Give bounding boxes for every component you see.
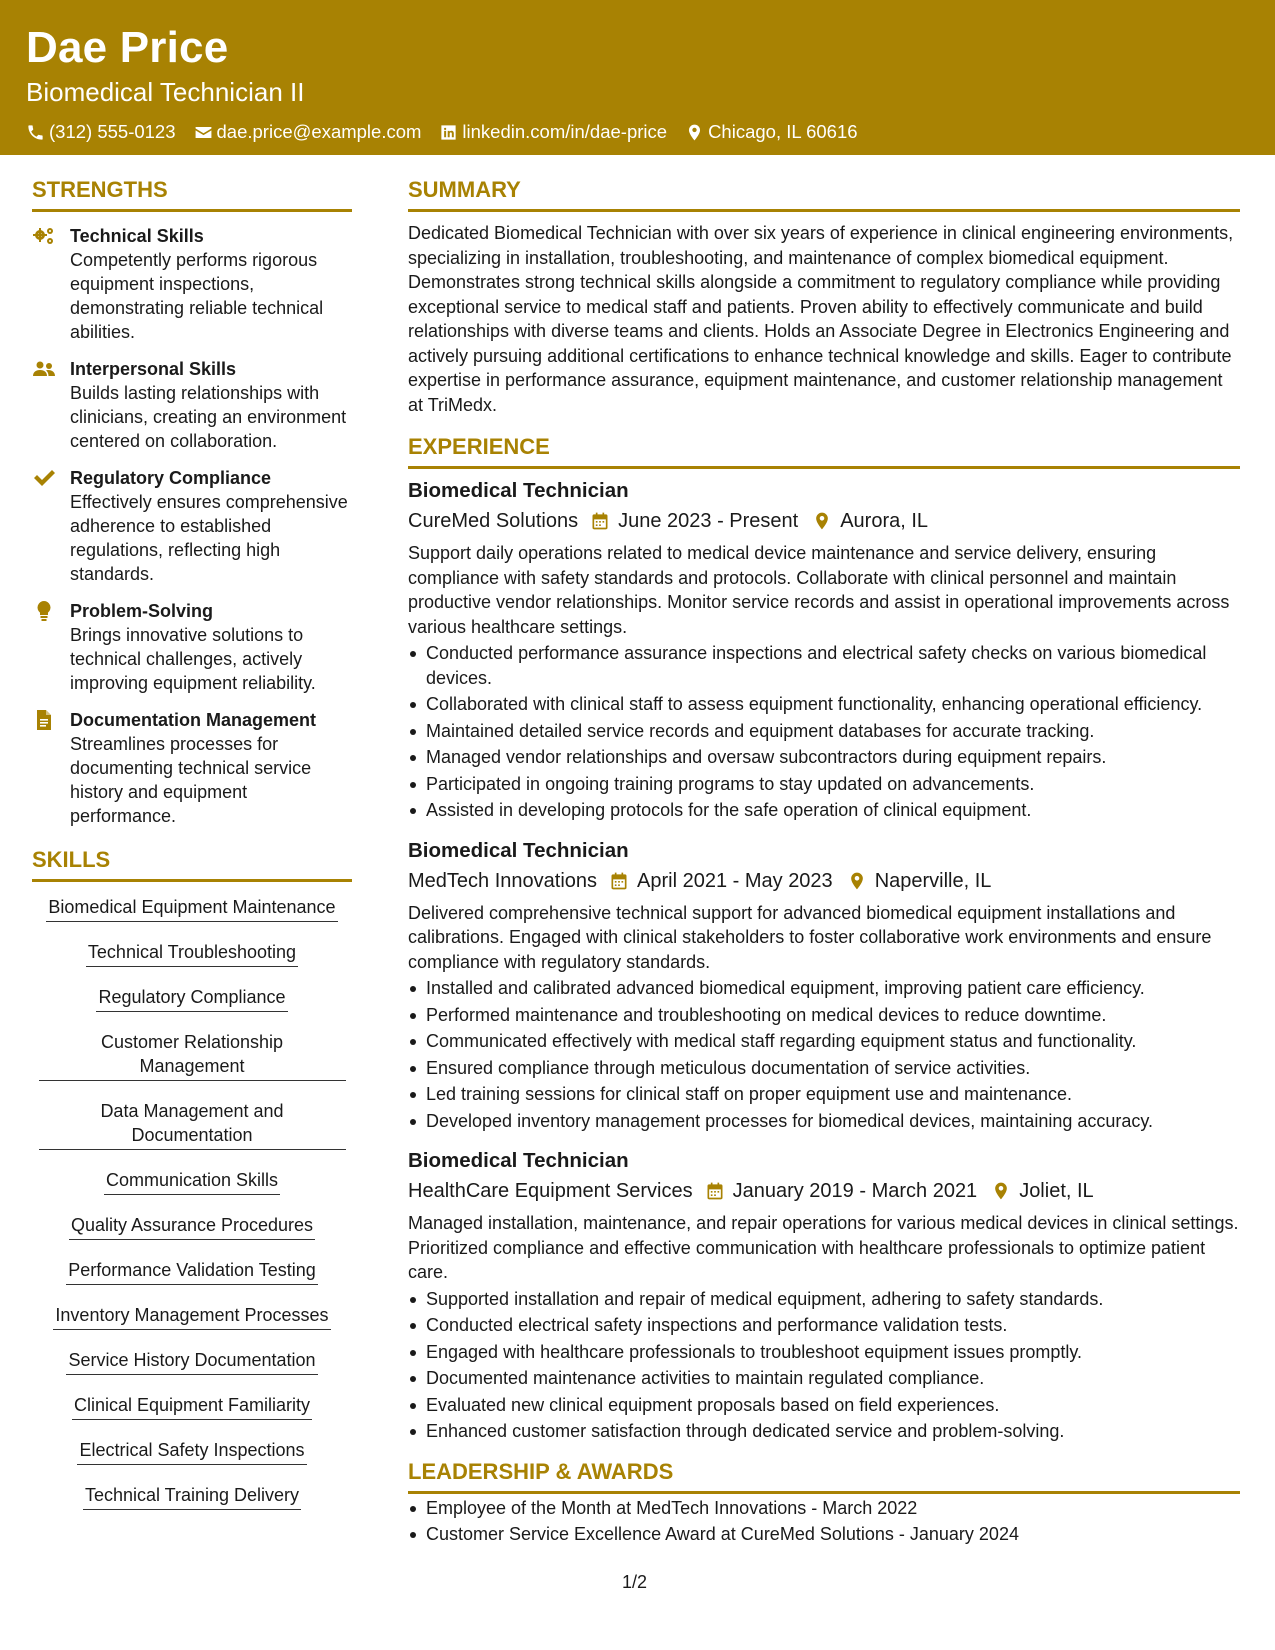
strength-title: Regulatory Compliance	[70, 468, 272, 488]
envelope-icon	[194, 123, 213, 142]
page-number: 1/2	[622, 1572, 648, 1592]
skill-tag: Communication Skills	[104, 1168, 280, 1195]
cogs-icon	[32, 226, 56, 246]
job-bullet: Evaluated new clinical equipment proposals based on field experiences.	[408, 1393, 1240, 1418]
award-item: Employee of the Month at MedTech Innovations - March 2022	[408, 1496, 1240, 1521]
strength-item	[32, 599, 352, 695]
skill-tag: Technical Troubleshooting	[86, 940, 298, 967]
job-company: CureMed Solutions	[408, 510, 579, 532]
job-bullet: Documented maintenance activities to maintain regulated compliance.	[408, 1366, 1240, 1391]
map-pin-icon	[812, 511, 832, 531]
strength-item	[32, 708, 352, 828]
job-bullets	[408, 641, 1240, 823]
job-bullets	[408, 1287, 1240, 1444]
job-bullet: Supported installation and repair of medical equipment, adhering to safety standards.	[408, 1287, 1240, 1312]
job-entry	[408, 477, 1240, 823]
job-bullet: Developed inventory management processes for biomedical devices, maintaining accuracy.	[408, 1109, 1240, 1134]
calendar-icon	[590, 511, 610, 531]
skills-list	[32, 895, 352, 1528]
skill-tag: Service History Documentation	[66, 1348, 317, 1375]
strengths-list	[32, 224, 352, 828]
job-bullet: Enhanced customer satisfaction through dedicated service and problem-solving.	[408, 1419, 1240, 1444]
job-bullet: Installed and calibrated advanced biomedical equipment, improving patient care efficiency.	[408, 976, 1240, 1001]
job-location: Aurora, IL	[840, 510, 929, 532]
users-icon	[32, 359, 56, 379]
strengths-heading: STRENGTHS	[32, 176, 352, 212]
map-pin-icon	[685, 123, 704, 142]
calendar-icon	[609, 871, 629, 891]
check-icon	[32, 468, 56, 488]
job-bullet: Ensured compliance through meticulous documentation of service activities.	[408, 1056, 1240, 1081]
skills-heading: SKILLS	[32, 846, 352, 882]
map-pin-icon	[991, 1181, 1011, 1201]
job-bullet: Managed vendor relationships and oversaw subcontractors during equipment repairs.	[408, 745, 1240, 770]
job-entry	[408, 837, 1240, 1134]
job-description: Managed installation, maintenance, and repair operations for various medical devices in clinical settings. Prioritized compliance and effective communication with healthcare professionals to optimize patient care.	[408, 1213, 1239, 1282]
job-meta	[408, 1177, 1240, 1205]
phone-icon	[26, 123, 45, 142]
job-meta	[408, 867, 1240, 895]
award-item: Customer Service Excellence Award at CureMed Solutions - January 2024	[408, 1522, 1240, 1547]
job-title: Biomedical Technician	[408, 479, 629, 502]
experience-heading: EXPERIENCE	[408, 433, 1240, 469]
location-text: Chicago, IL 60616	[708, 121, 858, 142]
skill-tag: Regulatory Compliance	[96, 985, 287, 1012]
job-bullet: Participated in ongoing training programs to stay updated on advancements.	[408, 772, 1240, 797]
awards-list	[408, 1496, 1240, 1547]
strength-title: Technical Skills	[70, 226, 204, 246]
summary-heading: SUMMARY	[408, 176, 1240, 212]
strength-desc: Brings innovative solutions to technical challenges, actively improving equipment reliability.	[70, 625, 316, 693]
job-title: Biomedical Technician	[408, 838, 629, 862]
job-bullet: Collaborated with clinical staff to assess equipment functionality, enhancing operational efficiency.	[408, 692, 1240, 717]
skill-tag: Customer Relationship Management	[39, 1030, 346, 1081]
job-bullets	[408, 976, 1240, 1133]
skill-tag: Performance Validation Testing	[66, 1258, 317, 1285]
contact-phone	[26, 120, 176, 144]
skill-tag: Quality Assurance Procedures	[69, 1213, 315, 1240]
job-bullet: Conducted performance assurance inspections and electrical safety checks on various biomedical devices.	[408, 641, 1240, 690]
contact-email[interactable]	[194, 120, 422, 144]
job-meta	[408, 507, 1240, 535]
strength-desc: Competently performs rigorous equipment inspections, demonstrating reliable technical abilities.	[70, 250, 324, 342]
job-location: Naperville, IL	[874, 869, 992, 892]
skill-tag: Inventory Management Processes	[53, 1303, 330, 1330]
job-dates: April 2021 - May 2023	[637, 869, 833, 892]
job-bullet: Engaged with healthcare professionals to troubleshoot equipment issues promptly.	[408, 1340, 1240, 1365]
job-company: MedTech Innovations	[408, 869, 598, 892]
contact-location	[685, 120, 857, 144]
skill-tag: Technical Training Delivery	[83, 1483, 301, 1510]
awards-heading: LEADERSHIP & AWARDS	[408, 1458, 1240, 1494]
job-dates: June 2023 - Present	[618, 510, 799, 532]
skill-tag: Data Management and Documentation	[39, 1099, 346, 1150]
job-bullet: Maintained detailed service records and equipment databases for accurate tracking.	[408, 719, 1240, 744]
strength-item	[32, 224, 352, 344]
skill-tag: Biomedical Equipment Maintenance	[46, 895, 337, 922]
strength-desc: Builds lasting relationships with clinicians, creating an environment centered on collaboration.	[70, 383, 347, 451]
candidate-role: Biomedical Technician II	[26, 77, 305, 107]
strength-item	[32, 357, 352, 453]
header	[0, 0, 1275, 155]
skill-tag: Electrical Safety Inspections	[77, 1438, 306, 1465]
strength-title: Problem-Solving	[70, 601, 214, 621]
job-bullet: Communicated effectively with medical staff regarding equipment status and functionality.	[408, 1029, 1240, 1054]
job-entry	[408, 1147, 1240, 1444]
summary-text: Dedicated Biomedical Technician with over six years of experience in clinical engineering environments, specializing in installation, troubleshooting, and maintenance of complex biomedical equipment. Demonstrates strong technical skills alongside a commitment to regulatory compliance while providing exceptional service to medical staff and patients. Proven ability to effectively communicate and build relationships with diverse teams and clients. Holds an Associate Degree in Electronics Engineering and actively pursuing additional certifications to enhance technical knowledge and skills. Eager to contribute expertise in performance assurance, equipment maintenance, and customer relationship management at TriMedx.	[408, 223, 1234, 415]
skills-section	[32, 846, 352, 1528]
email-text[interactable]: dae.price@example.com	[216, 121, 422, 142]
phone-text: (312) 555-0123	[49, 121, 176, 142]
job-title: Biomedical Technician	[408, 1149, 629, 1172]
strength-desc: Streamlines processes for documenting technical service history and equipment performance.	[70, 734, 312, 826]
calendar-icon	[705, 1181, 725, 1201]
job-location: Joliet, IL	[1019, 1180, 1094, 1202]
document-icon	[32, 710, 56, 730]
linkedin-text[interactable]: linkedin.com/in/dae-price	[462, 121, 668, 142]
contact-bar	[26, 120, 1249, 144]
job-bullet: Assisted in developing protocols for the safe operation of clinical equipment.	[408, 798, 1240, 823]
strength-desc: Effectively ensures comprehensive adherence to established regulations, reflecting high standards.	[70, 492, 348, 584]
job-bullet: Led training sessions for clinical staff on proper equipment use and maintenance.	[408, 1082, 1240, 1107]
right-column	[408, 176, 1240, 1549]
strength-title: Interpersonal Skills	[70, 359, 237, 379]
skill-tag: Clinical Equipment Familiarity	[72, 1393, 312, 1420]
job-dates: January 2019 - March 2021	[732, 1180, 978, 1202]
lightbulb-icon	[32, 601, 56, 621]
contact-linkedin[interactable]	[439, 120, 667, 144]
job-description: Support daily operations related to medical device maintenance and service delivery, ensuring compliance with safety standards and protocols. Collaborate with clinical personnel and maintain productive vendor relationships. Monitor service records and assist in operational improvements across various healthcare settings.	[408, 543, 1230, 637]
candidate-name: Dae Price	[26, 23, 229, 72]
job-bullet: Performed maintenance and troubleshooting on medical devices to reduce downtime.	[408, 1003, 1240, 1028]
job-company: HealthCare Equipment Services	[408, 1180, 693, 1202]
left-column	[32, 176, 352, 1528]
linkedin-icon	[439, 123, 458, 142]
map-pin-icon	[847, 871, 867, 891]
strength-title: Documentation Management	[70, 710, 317, 730]
job-bullet: Conducted electrical safety inspections and performance validation tests.	[408, 1313, 1240, 1338]
job-description: Delivered comprehensive technical support for advanced biomedical equipment installations and calibrations. Engaged with clinical stakeholders to foster collaborative work environments and ensure compliance with regulatory standards.	[408, 902, 1212, 972]
strength-item	[32, 466, 352, 586]
